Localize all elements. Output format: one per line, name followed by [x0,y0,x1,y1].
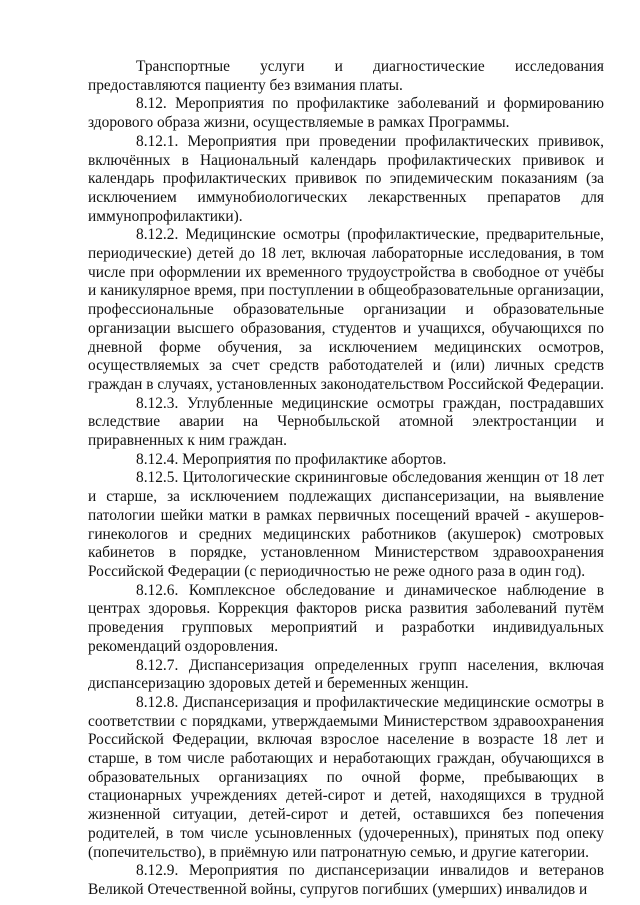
paragraph-8-12-5: 8.12.5. Цитологические скрининговые обследования женщин от 18 лет и старше, за исключением подлежащих диспансеризации, на выявление патологии шейки матки в рамках первичных посещений врачей - акушеров-гинекологов и средних медицинских работников (акушерок) смотровых кабинетов в порядке, установленном Министерством здравоохранения Российской Федерации (с периодичностью не реже одного раза в один год). [88,469,604,580]
paragraph-8-12: 8.12. Мероприятия по профилактике заболеваний и формированию здорового образа жизни, осуществляемые в рамках Программы. [88,95,604,132]
paragraph-8-12-2: 8.12.2. Медицинские осмотры (профилактические, предварительные, периодические) детей до 18 лет, включая лабораторные исследования, в том числе при оформлении их временного трудоустройства в свободное от учёбы и каникулярное время, при поступлении в общеобразовательные организации, профессиональные образовательные организации и образовательные организации высшего образования, студентов и учащихся, обучающихся по дневной форме обучения, за исключением медицинских осмотров, осуществляемых за счет средств работодателей и (или) личных средств граждан в случаях, установленных законодательством Российской Федерации. [88,226,604,393]
paragraph-8-12-6: 8.12.6. Комплексное обследование и динамическое наблюдение в центрах здоровья. Коррекция факторов риска развития заболеваний путём проведения групповых мероприятий и разработки индивидуальных рекомендаций оздоровления. [88,581,604,655]
document-body [88,58,604,900]
paragraph-8-12-4: 8.12.4. Мероприятия по профилактике абортов. [136,450,447,468]
paragraph-transport-services: Транспортные услуги и диагностические исследования предоставляются пациенту без взимания платы. [88,58,604,94]
paragraph-8-12-3: 8.12.3. Углубленные медицинские осмотры граждан, пострадавших вследствие аварии на Чернобыльской атомной электростанции и приравненных к ним граждан. [88,394,604,450]
paragraph-8-12-9: 8.12.9. Мероприятия по диспансеризации инвалидов и ветеранов Великой Отечественной войны, супругов погибших (умерших) инвалидов и [88,862,604,898]
paragraph-8-12-1: 8.12.1. Мероприятия при проведении профилактических прививок, включённых в Национальный календарь профилактических прививок и календарь профилактических прививок по эпидемическим показаниям (за исключением иммунобиологических лекарственных препаратов для иммунопрофилактики). [88,132,604,225]
paragraph-8-12-8: 8.12.8. Диспансеризация и профилактические медицинские осмотры в соответствии с порядками, утверждаемыми Министерством здравоохранения Российской Федерации, включая взрослое население в возрасте 18 лет и старше, в том числе работающих и неработающих граждан, обучающихся в образовательных организациях по очной форме, пребывающих в стационарных учреждениях детей-сирот и детей, находящихся в трудной жизненной ситуации, детей-сирот и детей, оставшихся без попечения родителей, в том числе усыновленных (удочеренных), принятых под опеку (попечительство), в приёмную или патронатную семью, и другие категории. [88,693,604,861]
paragraph-8-12-7: 8.12.7. Диспансеризация определенных групп населения, включая диспансеризацию здоровых детей и беременных женщин. [88,656,604,693]
